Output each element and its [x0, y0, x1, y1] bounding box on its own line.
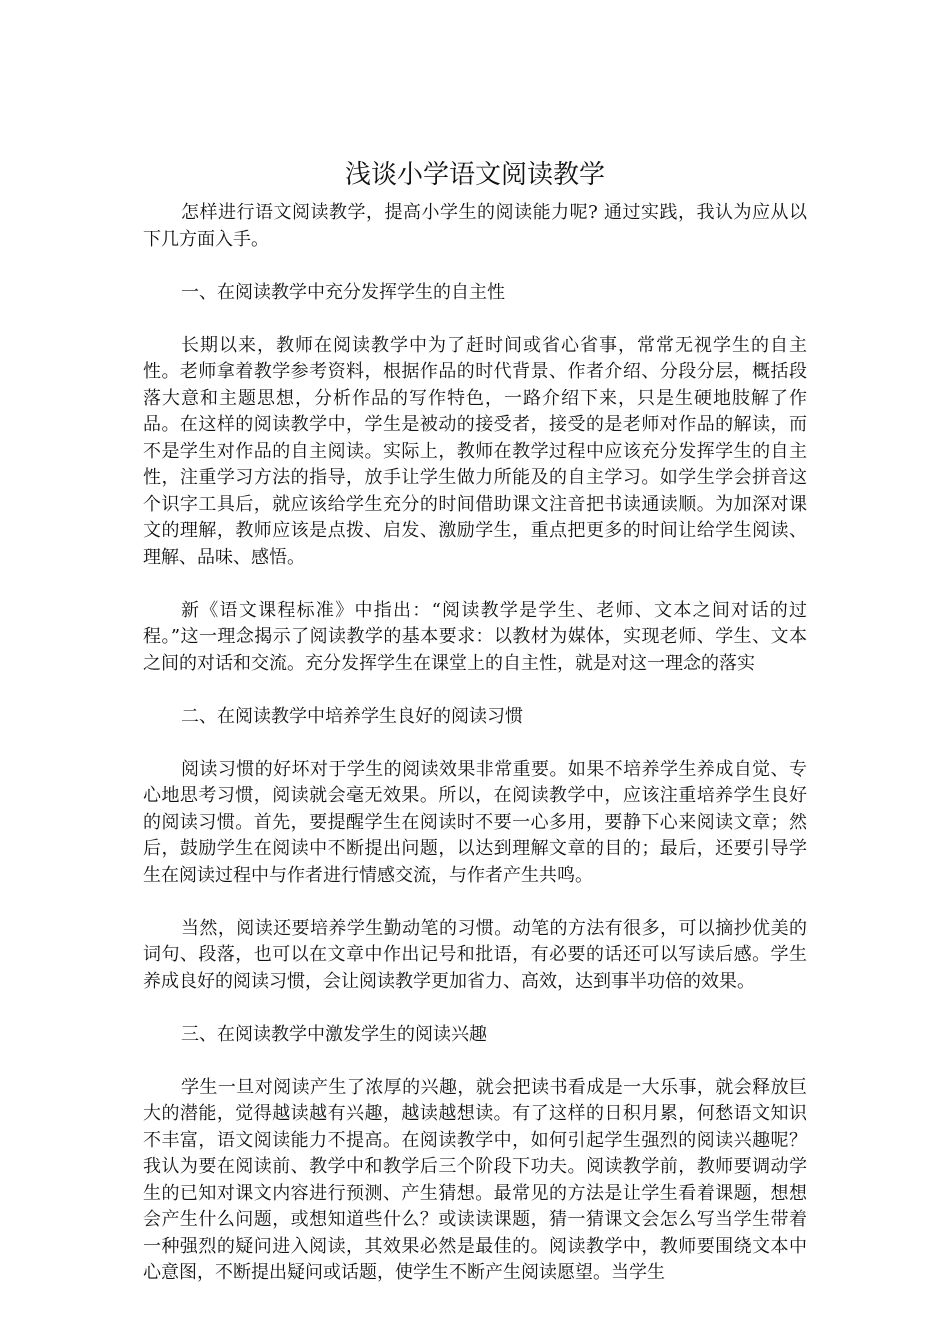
spacer [143, 889, 807, 916]
document-title: 浅谈小学语文阅读教学 [344, 160, 605, 190]
document-page [143, 150, 807, 1287]
section-2-paragraph-1: 阅读习惯的好坏对于学生的阅读效果非常重要。如果不培养学生养成自觉、专心地思考习惯，阅读就会毫无效果。所以，在阅读教学中，应该注重培养学生良好的阅读习惯。首先，要提醒学生在阅读时不要一心多用，要静下心来阅读文章；然后，鼓励学生在阅读中不断提出问题，以达到理解文章的目的；最后，还要引导学生在阅读过程中与作者进行情感交流，与作者产生共鸣。 [143, 758, 807, 886]
section-2-heading: 二、在阅读教学中培养学生良好的阅读习惯 [181, 705, 523, 727]
spacer [143, 571, 807, 598]
spacer [143, 1048, 807, 1075]
spacer [143, 995, 807, 1022]
spacer [143, 730, 807, 757]
spacer [143, 677, 807, 704]
section-3-paragraph-1: 学生一旦对阅读产生了浓厚的兴趣，就会把读书看成是一大乐事，就会释放巨大的潜能，觉得越读越有兴趣，越读越想读。有了这样的日积月累，何愁语文知识不丰富，语文阅读能力不提高。在阅读教学中，如何引起学生强烈的阅读兴趣呢？我认为要在阅读前、教学中和教学后三个阶段下功夫。阅读教学前，教师要调动学生的已知对课文内容进行预测、产生猜想。最常见的方法是让学生看着课题，想想会产生什么问题，或想知道些什么？或读读课题，猜一猜课文会怎么写当学生带着一种强烈的疑问进入阅读，其效果必然是最佳的。阅读教学中，教师要围绕文本中心意图，不断提出疑问或话题，使学生不断产生阅读愿望。当学生 [143, 1076, 807, 1283]
section-2-paragraph-2: 当然，阅读还要培养学生勤动笔的习惯。动笔的方法有很多，可以摘抄优美的词句、段落，也可以在文章中作出记号和批语，有必要的话还可以写读后感。学生养成良好的阅读习惯，会让阅读教学更加省力、高效，达到事半功倍的效果。 [143, 917, 807, 992]
section-3-heading: 三、在阅读教学中激发学生的阅读兴趣 [181, 1023, 487, 1045]
spacer [143, 306, 807, 333]
section-1-paragraph-1: 长期以来，教师在阅读教学中为了赶时间或省心省事，常常无视学生的自主性。老师拿着教学参考资料，根据作品的时代背景、作者介绍、分段分层，概括段落大意和主题思想，分析作品的写作特色，一路介绍下来，只是生硬地肢解了作品。在这样的阅读教学中，学生是被动的接受者，接受的是老师对作品的解读，而不是学生对作品的自主阅读。实际上，教师在教学过程中应该充分发挥学生的自主性，注重学习方法的指导，放手让学生做力所能及的自主学习。如学生学会拼音这个识字工具后，就应该给学生充分的时间借助课文注音把书读通读顺。为加深对课文的理解，教师应该是点拨、启发、激励学生，重点把更多的时间让给学生阅读、理解、品味、感悟。 [143, 334, 807, 568]
spacer [143, 253, 807, 280]
section-1-paragraph-2: 新《语文课程标准》中指出：“阅读教学是学生、老师、文本之间对话的过程。”这一理念揭示了阅读教学的基本要求：以教材为媒体，实现老师、学生、文本之间的对话和交流。充分发挥学生在课堂上的自主性，就是对这一理念的落实 [143, 599, 807, 674]
intro-paragraph: 怎样进行语文阅读教学，提高小学生的阅读能力呢? 通过实践，我认为应从以下几方面入手。 [143, 202, 807, 250]
section-1-heading: 一、在阅读教学中充分发挥学生的自主性 [181, 281, 505, 303]
